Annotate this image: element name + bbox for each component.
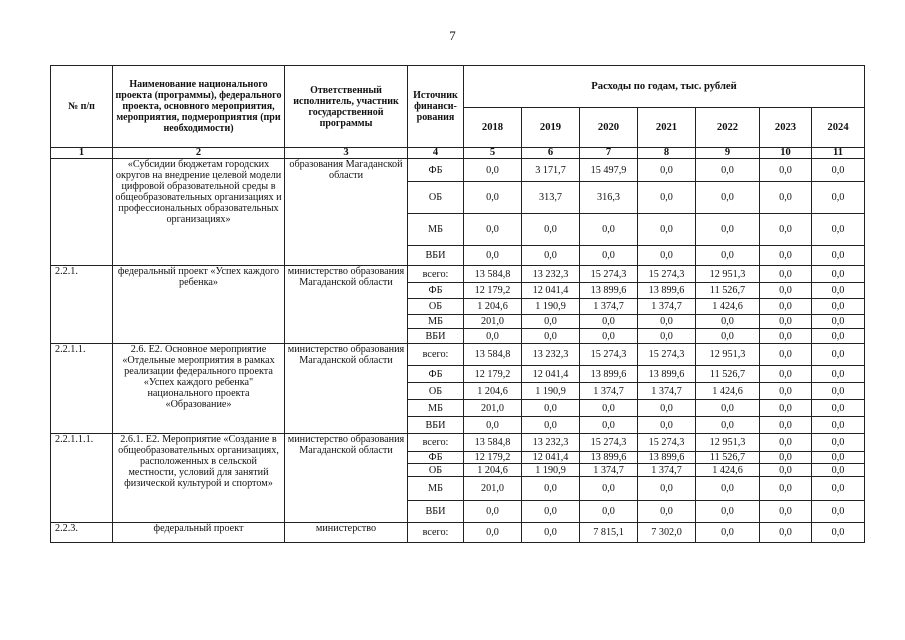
item-name: 2.6. Е2. Основное мероприятие «Отдельные мероприятия в рамках реализации федерального проекта «Успех каждого ребенка" национального проекта «Образование» (113, 344, 285, 434)
funding-source: ФБ (408, 452, 464, 464)
year-value: 0,0 (696, 477, 760, 501)
year-value: 0,0 (638, 329, 696, 344)
funding-source: ФБ (408, 159, 464, 182)
year-value: 1 374,7 (638, 299, 696, 315)
year-value: 313,7 (522, 182, 580, 214)
year-value: 0,0 (760, 383, 812, 400)
column-number: 5 (464, 148, 522, 159)
year-value: 1 190,9 (522, 383, 580, 400)
year-value: 201,0 (464, 477, 522, 501)
year-value: 0,0 (522, 501, 580, 523)
year-value: 13 899,6 (580, 366, 638, 383)
funding-source: ОБ (408, 182, 464, 214)
header-source: Источник финанси-рования (408, 66, 464, 148)
funding-source: всего: (408, 344, 464, 366)
year-value: 0,0 (696, 523, 760, 543)
funding-source: ОБ (408, 464, 464, 477)
year-value: 11 526,7 (696, 452, 760, 464)
column-number: 7 (580, 148, 638, 159)
year-value: 0,0 (696, 182, 760, 214)
column-number: 6 (522, 148, 580, 159)
year-value: 0,0 (812, 283, 865, 299)
header-executor: Ответственный исполнитель, участник государственной программы (285, 66, 408, 148)
item-name: «Субсидии бюджетам городских округов на внедрение целевой модели цифровой образовательной среды в общеобразовательных организациях и профессиональных образовательных организациях» (113, 159, 285, 266)
year-value: 1 424,6 (696, 464, 760, 477)
funding-source: ВБИ (408, 417, 464, 434)
expenses-table (50, 65, 865, 543)
year-value: 0,0 (464, 329, 522, 344)
year-value: 201,0 (464, 315, 522, 329)
funding-source: МБ (408, 214, 464, 246)
column-number: 8 (638, 148, 696, 159)
funding-source: всего: (408, 434, 464, 452)
column-numbers-row (51, 148, 865, 159)
header-year: 2018 (464, 108, 522, 148)
year-value: 0,0 (638, 246, 696, 266)
year-value: 13 899,6 (638, 366, 696, 383)
column-number: 4 (408, 148, 464, 159)
year-value: 0,0 (522, 523, 580, 543)
item-name: федеральный проект «Успех каждого ребенка» (113, 266, 285, 344)
header-year: 2021 (638, 108, 696, 148)
year-value: 0,0 (638, 477, 696, 501)
table-body (51, 148, 865, 543)
year-value: 0,0 (760, 417, 812, 434)
year-value: 0,0 (580, 329, 638, 344)
year-value: 0,0 (812, 246, 865, 266)
header-year: 2022 (696, 108, 760, 148)
year-value: 0,0 (522, 400, 580, 417)
year-value: 0,0 (760, 400, 812, 417)
year-value: 0,0 (812, 452, 865, 464)
year-value: 0,0 (580, 315, 638, 329)
column-number: 2 (113, 148, 285, 159)
year-value: 15 274,3 (580, 434, 638, 452)
year-value: 0,0 (760, 182, 812, 214)
year-value: 13 584,8 (464, 434, 522, 452)
year-value: 0,0 (812, 477, 865, 501)
header-year: 2020 (580, 108, 638, 148)
year-value: 0,0 (760, 344, 812, 366)
year-value: 1 374,7 (638, 464, 696, 477)
year-value: 0,0 (638, 315, 696, 329)
year-value: 0,0 (760, 329, 812, 344)
year-value: 0,0 (760, 523, 812, 543)
year-value: 1 204,6 (464, 299, 522, 315)
year-value: 0,0 (696, 400, 760, 417)
header-year: 2023 (760, 108, 812, 148)
year-value: 0,0 (638, 214, 696, 246)
funding-source: ВБИ (408, 501, 464, 523)
year-value: 0,0 (464, 182, 522, 214)
year-value: 0,0 (580, 246, 638, 266)
year-value: 0,0 (522, 329, 580, 344)
year-value: 0,0 (638, 400, 696, 417)
year-value: 0,0 (522, 315, 580, 329)
year-value: 0,0 (760, 299, 812, 315)
year-value: 0,0 (464, 417, 522, 434)
year-value: 12 951,3 (696, 434, 760, 452)
year-value: 0,0 (638, 501, 696, 523)
funding-source: МБ (408, 315, 464, 329)
table-header (51, 66, 865, 148)
year-value: 13 232,3 (522, 266, 580, 283)
year-value: 0,0 (812, 299, 865, 315)
year-value: 0,0 (696, 214, 760, 246)
year-value: 0,0 (638, 159, 696, 182)
year-value: 0,0 (812, 501, 865, 523)
year-value: 0,0 (580, 417, 638, 434)
year-value: 0,0 (812, 434, 865, 452)
table-row (51, 159, 865, 182)
year-value: 0,0 (522, 417, 580, 434)
year-value: 13 899,6 (638, 452, 696, 464)
item-executor: министерство образования Магаданской области (285, 434, 408, 523)
year-value: 0,0 (812, 266, 865, 283)
funding-source: ФБ (408, 283, 464, 299)
year-value: 0,0 (812, 523, 865, 543)
row-number: 2.2.1.1. (51, 344, 113, 434)
item-executor: образования Магаданской области (285, 159, 408, 266)
year-value: 12 179,2 (464, 452, 522, 464)
year-value: 12 041,4 (522, 283, 580, 299)
funding-source: ВБИ (408, 329, 464, 344)
year-value: 0,0 (638, 417, 696, 434)
year-value: 13 899,6 (638, 283, 696, 299)
funding-source: МБ (408, 477, 464, 501)
year-value: 13 899,6 (580, 283, 638, 299)
year-value: 0,0 (696, 246, 760, 266)
year-value: 0,0 (812, 383, 865, 400)
year-value: 0,0 (812, 182, 865, 214)
year-value: 13 899,6 (580, 452, 638, 464)
year-value: 0,0 (760, 159, 812, 182)
funding-source: всего: (408, 523, 464, 543)
row-number: 2.2.1.1.1. (51, 434, 113, 523)
year-value: 7 815,1 (580, 523, 638, 543)
year-value: 0,0 (580, 477, 638, 501)
year-value: 0,0 (812, 366, 865, 383)
year-value: 0,0 (696, 159, 760, 182)
table-row (51, 434, 865, 452)
year-value: 1 424,6 (696, 299, 760, 315)
item-executor: министерство (285, 523, 408, 543)
item-executor: министерство образования Магаданской области (285, 266, 408, 344)
year-value: 316,3 (580, 182, 638, 214)
header-year: 2024 (812, 108, 865, 148)
table-row (51, 523, 865, 543)
column-number: 3 (285, 148, 408, 159)
item-name: 2.6.1. Е2. Мероприятие «Создание в общеобразовательных организациях, расположенных в сельской местности, условий для занятий физической культурой и спортом» (113, 434, 285, 523)
year-value: 0,0 (760, 452, 812, 464)
year-value: 1 204,6 (464, 383, 522, 400)
year-value: 0,0 (760, 214, 812, 246)
year-value: 0,0 (760, 501, 812, 523)
year-value: 0,0 (812, 464, 865, 477)
year-value: 7 302,0 (638, 523, 696, 543)
year-value: 0,0 (580, 501, 638, 523)
year-value: 1 190,9 (522, 464, 580, 477)
year-value: 0,0 (696, 315, 760, 329)
year-value: 13 232,3 (522, 344, 580, 366)
year-value: 13 584,8 (464, 266, 522, 283)
year-value: 0,0 (464, 214, 522, 246)
year-value: 0,0 (812, 344, 865, 366)
year-value: 0,0 (464, 523, 522, 543)
year-value: 11 526,7 (696, 366, 760, 383)
table-row (51, 344, 865, 366)
year-value: 0,0 (812, 329, 865, 344)
page-number: 7 (449, 28, 456, 43)
column-number: 9 (696, 148, 760, 159)
year-value: 12 179,2 (464, 283, 522, 299)
header-num: № п/п (51, 66, 113, 148)
year-value: 15 274,3 (638, 344, 696, 366)
year-value: 0,0 (696, 329, 760, 344)
column-number: 1 (51, 148, 113, 159)
row-number: 2.2.1. (51, 266, 113, 344)
year-value: 0,0 (464, 159, 522, 182)
year-value: 15 274,3 (638, 266, 696, 283)
year-value: 1 374,7 (638, 383, 696, 400)
year-value: 0,0 (580, 214, 638, 246)
row-number: 2.2.3. (51, 523, 113, 543)
year-value: 0,0 (638, 182, 696, 214)
item-name: федеральный проект (113, 523, 285, 543)
funding-source: МБ (408, 400, 464, 417)
year-value: 0,0 (464, 501, 522, 523)
year-value: 15 274,3 (580, 266, 638, 283)
year-value: 12 179,2 (464, 366, 522, 383)
funding-source: ВБИ (408, 246, 464, 266)
year-value: 13 232,3 (522, 434, 580, 452)
year-value: 0,0 (812, 159, 865, 182)
year-value: 0,0 (464, 246, 522, 266)
row-number (51, 159, 113, 266)
year-value: 0,0 (760, 266, 812, 283)
year-value: 0,0 (760, 366, 812, 383)
year-value: 0,0 (760, 477, 812, 501)
funding-source: ОБ (408, 299, 464, 315)
funding-source: всего: (408, 266, 464, 283)
year-value: 12 951,3 (696, 344, 760, 366)
year-value: 0,0 (812, 417, 865, 434)
header-name: Наименование национального проекта (программы), федерального проекта, основного мероприятия, мероприятия, подмероприятия (при необходимости) (113, 66, 285, 148)
year-value: 1 374,7 (580, 299, 638, 315)
year-value: 1 424,6 (696, 383, 760, 400)
year-value: 1 374,7 (580, 464, 638, 477)
year-value: 0,0 (812, 214, 865, 246)
year-value: 0,0 (522, 214, 580, 246)
year-value: 3 171,7 (522, 159, 580, 182)
year-value: 1 374,7 (580, 383, 638, 400)
funding-source: ФБ (408, 366, 464, 383)
year-value: 0,0 (760, 434, 812, 452)
year-value: 12 041,4 (522, 452, 580, 464)
year-value: 1 204,6 (464, 464, 522, 477)
item-executor: министерство образования Магаданской области (285, 344, 408, 434)
funding-source: ОБ (408, 383, 464, 400)
year-value: 0,0 (812, 400, 865, 417)
column-number: 11 (812, 148, 865, 159)
year-value: 201,0 (464, 400, 522, 417)
header-year: 2019 (522, 108, 580, 148)
year-value: 1 190,9 (522, 299, 580, 315)
header-expenses: Расходы по годам, тыс. рублей (464, 66, 865, 108)
year-value: 12 041,4 (522, 366, 580, 383)
year-value: 0,0 (812, 315, 865, 329)
column-number: 10 (760, 148, 812, 159)
year-value: 15 497,9 (580, 159, 638, 182)
year-value: 0,0 (760, 464, 812, 477)
year-value: 15 274,3 (638, 434, 696, 452)
year-value: 0,0 (760, 283, 812, 299)
year-value: 0,0 (580, 400, 638, 417)
year-value: 13 584,8 (464, 344, 522, 366)
table-row (51, 266, 865, 283)
year-value: 11 526,7 (696, 283, 760, 299)
year-value: 12 951,3 (696, 266, 760, 283)
year-value: 15 274,3 (580, 344, 638, 366)
year-value: 0,0 (522, 246, 580, 266)
year-value: 0,0 (696, 501, 760, 523)
year-value: 0,0 (696, 417, 760, 434)
year-value: 0,0 (760, 315, 812, 329)
year-value: 0,0 (760, 246, 812, 266)
year-value: 0,0 (522, 477, 580, 501)
